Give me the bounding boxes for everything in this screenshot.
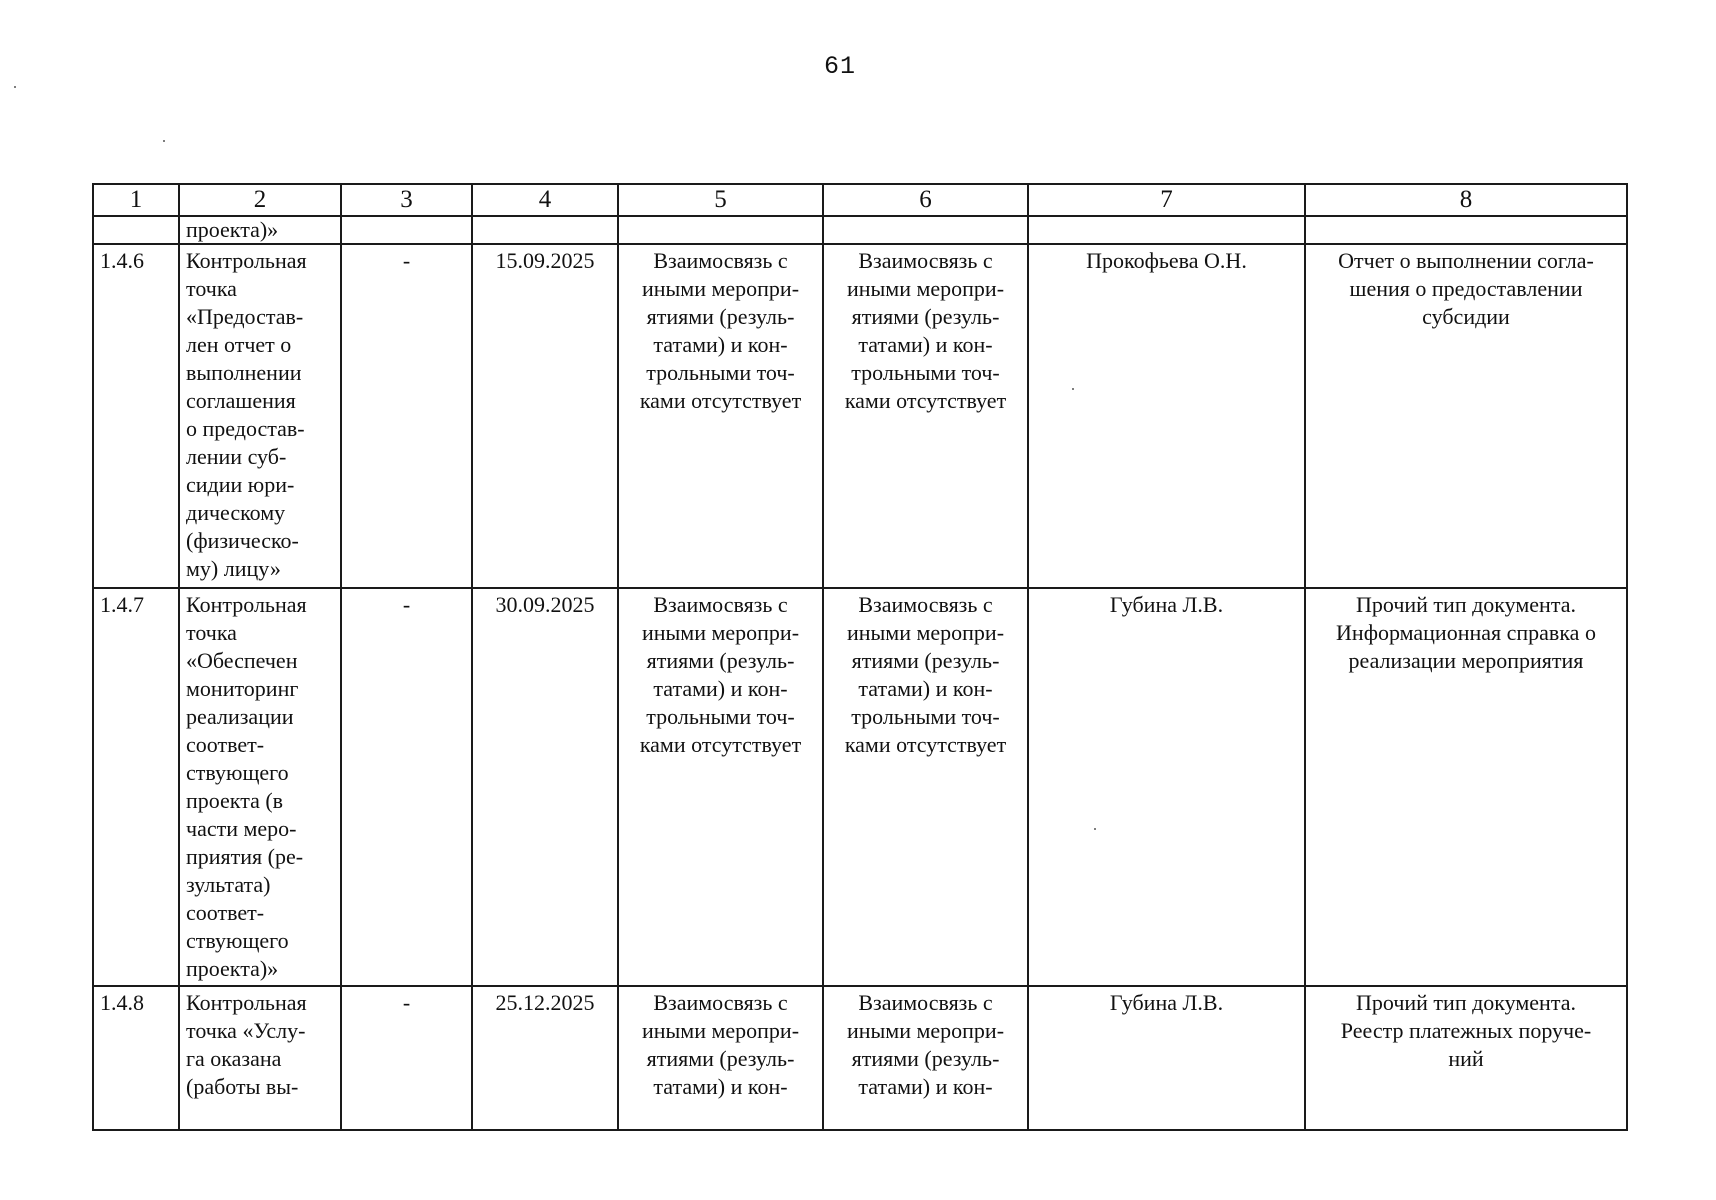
- row-number: 1.4.7: [93, 588, 179, 986]
- text-line: татами) и кон-: [653, 1074, 788, 1099]
- text-line: ятиями (резуль-: [851, 1046, 1000, 1071]
- text-line: ками отсутствует: [844, 732, 1007, 757]
- table-header-row: [93, 184, 1627, 216]
- text-line: трольными точ-: [851, 704, 1000, 729]
- text-line: иными меропри-: [846, 620, 1005, 645]
- name-line: приятия (ре-: [186, 844, 304, 869]
- responsible-person: Прокофьева О.Н.: [1028, 244, 1305, 588]
- column-header: 8: [1305, 184, 1627, 216]
- row-number: 1.4.6: [93, 244, 179, 588]
- column-3-value: -: [341, 244, 472, 588]
- column-header: 1: [93, 184, 179, 216]
- scan-speck: [163, 140, 165, 142]
- name-line: соответ-: [186, 900, 265, 925]
- document-type: [1305, 244, 1627, 588]
- column-header: 6: [823, 184, 1028, 216]
- text-line: иными меропри-: [846, 276, 1005, 301]
- table-row-continuation: [93, 216, 1627, 244]
- text-line: иными меропри-: [846, 1018, 1005, 1043]
- name-line: лен отчет о: [186, 332, 292, 357]
- text-line: ками отсутствует: [639, 388, 802, 413]
- text-line: ний: [1448, 1046, 1484, 1071]
- text-line: трольными точ-: [646, 360, 795, 385]
- name-line: га оказана: [186, 1046, 282, 1071]
- table-row: [93, 588, 1627, 986]
- column-header: 7: [1028, 184, 1305, 216]
- name-line: мониторинг: [186, 676, 299, 701]
- date-value: 15.09.2025: [472, 244, 618, 588]
- name-line: ствующего: [186, 760, 289, 785]
- text-line: субсидии: [1422, 304, 1510, 329]
- name-line: соглашения: [186, 388, 296, 413]
- table-row: [93, 244, 1627, 588]
- text-line: иными меропри-: [641, 620, 800, 645]
- name-line: (физическо-: [186, 528, 299, 553]
- text-line: татами) и кон-: [858, 1074, 993, 1099]
- name-line: Контрольная: [186, 990, 307, 1015]
- relation-text: [618, 986, 823, 1130]
- name-line: части меро-: [186, 816, 297, 841]
- text-line: Отчет о выполнении согла-: [1338, 248, 1594, 273]
- name-line: выполнении: [186, 360, 302, 385]
- control-points-table: [92, 183, 1628, 1131]
- text-line: татами) и кон-: [858, 676, 993, 701]
- date-value: 30.09.2025: [472, 588, 618, 986]
- name-line: «Предостав-: [186, 304, 304, 329]
- name-line: дическому: [186, 500, 286, 525]
- name-line: точка «Услу-: [186, 1018, 306, 1043]
- text-line: иными меропри-: [641, 1018, 800, 1043]
- text-line: реализации мероприятия: [1348, 648, 1584, 673]
- scan-speck: [14, 86, 16, 88]
- name-line: проекта)»: [186, 956, 279, 981]
- date-value: 25.12.2025: [472, 986, 618, 1130]
- relation-text: [823, 986, 1028, 1130]
- column-header: 2: [179, 184, 341, 216]
- document-type: [1305, 986, 1627, 1130]
- name-line: Контрольная: [186, 592, 307, 617]
- table-cell: [1028, 216, 1305, 244]
- column-header: 4: [472, 184, 618, 216]
- text-line: татами) и кон-: [858, 332, 993, 357]
- text-line: ятиями (резуль-: [646, 1046, 795, 1071]
- name-line: лении суб-: [186, 444, 287, 469]
- name-line: ствующего: [186, 928, 289, 953]
- column-3-value: -: [341, 588, 472, 986]
- text-line: ятиями (резуль-: [851, 648, 1000, 673]
- name-line: соответ-: [186, 732, 265, 757]
- control-point-name: [179, 986, 341, 1130]
- relation-text: [618, 244, 823, 588]
- table-cell: [341, 216, 472, 244]
- relation-text: [823, 588, 1028, 986]
- row-number: 1.4.8: [93, 986, 179, 1130]
- text-line: иными меропри-: [641, 276, 800, 301]
- name-line: проекта (в: [186, 788, 284, 813]
- page-number: 61: [823, 52, 856, 81]
- text-line: ятиями (резуль-: [851, 304, 1000, 329]
- text-line: Взаимосвязь с: [653, 990, 788, 1015]
- column-3-value: -: [341, 986, 472, 1130]
- text-line: Взаимосвязь с: [858, 592, 993, 617]
- table-row: [93, 986, 1627, 1130]
- name-line: зультата): [186, 872, 271, 897]
- text-line: трольными точ-: [646, 704, 795, 729]
- text-line: шения о предоставлении: [1349, 276, 1583, 301]
- text-line: Прочий тип документа.: [1356, 990, 1576, 1015]
- name-line: сидии юри-: [186, 472, 295, 497]
- text-line: Информационная справка о: [1336, 620, 1596, 645]
- control-point-name: [179, 244, 341, 588]
- text-line: Реестр платежных поруче-: [1340, 1018, 1592, 1043]
- text-line: трольными точ-: [851, 360, 1000, 385]
- name-line: (работы вы-: [186, 1074, 299, 1099]
- column-header: 3: [341, 184, 472, 216]
- name-line: реализации: [186, 704, 294, 729]
- text-line: Взаимосвязь с: [858, 990, 993, 1015]
- text-line: татами) и кон-: [653, 332, 788, 357]
- relation-text: [823, 244, 1028, 588]
- table-cell: [823, 216, 1028, 244]
- text-line: ками отсутствует: [639, 732, 802, 757]
- table-cell: [618, 216, 823, 244]
- relation-text: [618, 588, 823, 986]
- text-line: Взаимосвязь с: [653, 592, 788, 617]
- text-line: татами) и кон-: [653, 676, 788, 701]
- column-header: 5: [618, 184, 823, 216]
- text-line: ками отсутствует: [844, 388, 1007, 413]
- responsible-person: Губина Л.В.: [1028, 588, 1305, 986]
- responsible-person: Губина Л.В.: [1028, 986, 1305, 1130]
- table-cell: [1305, 216, 1627, 244]
- name-line: точка: [186, 620, 237, 645]
- name-line: му) лицу»: [186, 556, 281, 581]
- document-type: [1305, 588, 1627, 986]
- text-line: Взаимосвязь с: [858, 248, 993, 273]
- text-line: ятиями (резуль-: [646, 648, 795, 673]
- name-line: «Обеспечен: [186, 648, 298, 673]
- name-line: о предостав-: [186, 416, 305, 441]
- text-line: Взаимосвязь с: [653, 248, 788, 273]
- table-cell: [93, 216, 179, 244]
- name-line: точка: [186, 276, 237, 301]
- table-cell-name: проекта)»: [179, 216, 341, 244]
- table-cell: [472, 216, 618, 244]
- text-line: ятиями (резуль-: [646, 304, 795, 329]
- text-line: Прочий тип документа.: [1356, 592, 1576, 617]
- name-line: Контрольная: [186, 248, 307, 273]
- control-point-name: [179, 588, 341, 986]
